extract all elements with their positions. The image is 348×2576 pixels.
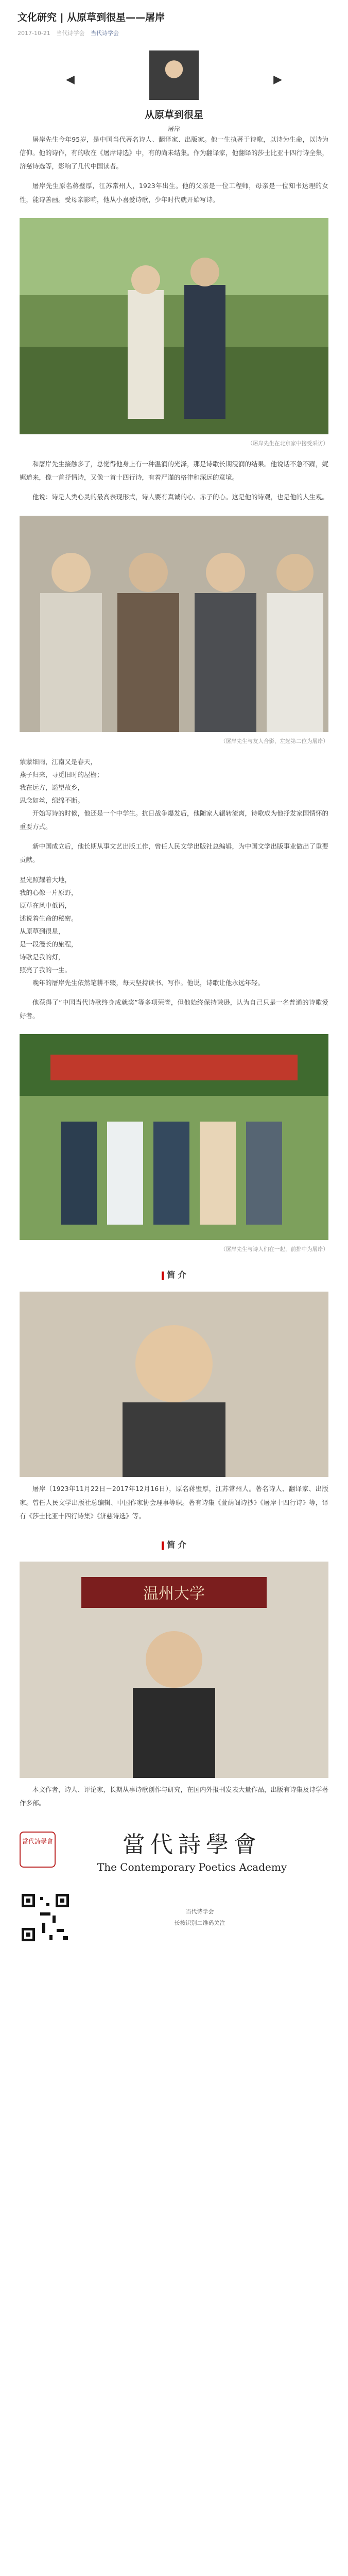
poem-line: 思念如丝，绵绵不断。 (20, 796, 84, 804)
poem-line: 从原草到很星， (20, 927, 65, 935)
paragraph: 开始写诗的时候，他还是一个中学生。抗日战争爆发后，他随家人辗转流离，诗歌成为他抒发家国情怀的重要方式。 (20, 809, 329, 831)
paragraph: 屠岸先生今年95岁，是中国当代著名诗人、翻译家、出版家。他一生执著于诗歌，以诗为生命，以诗为信仰。他的诗作，有的收在《屠岸诗选》中，有的尚未结集。作为翻译家，他翻译的莎士比亚十四行诗全集，济慈诗选等，影响了几代中国读者。 (20, 135, 329, 171)
poem-block (20, 873, 328, 976)
photo-caption: （屠岸先生与友人合影，左起第二位为屠岸） (220, 738, 328, 744)
banner (0, 50, 348, 133)
poem-line: 是一段漫长的旅程， (20, 940, 78, 948)
brand-block (56, 1826, 328, 1873)
article-header (0, 0, 348, 37)
poem-line: 述说着生命的秘密。 (20, 914, 78, 922)
article-title: 文化研究 | 从原草到很星——屠岸 (18, 12, 165, 23)
article-body (0, 133, 348, 1810)
paragraph: 和屠岸先生接触多了，总觉得他身上有一种温润的光泽，那是诗歌长期浸润的结果。他说话不急不躁，娓娓道来，像一首抒情诗，又像一首十四行诗，有着严谨的格律和深远的意境。 (20, 460, 329, 482)
author-portrait (149, 50, 199, 100)
section-bar-icon (162, 1272, 164, 1280)
photo-portrait-image (20, 1292, 328, 1477)
bio-text: 屠岸（1923年11月22日－2017年12月16日），原名蒋璧厚，江苏常州人。著名诗人、翻译家、出版家。曾任人民文学出版社总编辑、中国作家协会理事等职。著有诗集《萱荫阁诗抄》《屠岸十四行诗》等，译有《莎士比亚十四行诗集》《济慈诗选》等。 (20, 1485, 328, 1520)
qr-code-icon[interactable] (20, 1892, 71, 1943)
article-subtitle: 从原草到很星 (144, 109, 203, 121)
poem-line: 我在远方，遥望故乡， (20, 783, 84, 791)
qr-caption (71, 1906, 328, 1929)
paragraph: 屠岸先生原名蒋璧厚，江苏常州人，1923年出生。他的父亲是一位工程师，母亲是一位知书达理的女性，能诗善画。受母亲影响，他从小喜爱诗歌，少年时代就开始写诗。 (20, 182, 328, 204)
article-meta (18, 29, 330, 37)
section-title (20, 1268, 328, 1280)
publish-date: 2017-10-21 (18, 29, 50, 37)
account-link[interactable]: 当代诗学会 (90, 29, 119, 37)
paragraph: 他说：诗是人类心灵的最高表现形式，诗人要有真诚的心、赤子的心。这是他的诗观，也是他的人生观。 (32, 493, 329, 501)
paragraph: 晚年的屠岸先生依然笔耕不辍，每天坚持读书、写作。他说，诗歌让他永远年轻。 (32, 978, 265, 987)
photo-garden-image (20, 218, 328, 434)
poem-line: 原草在风中低语， (20, 901, 72, 909)
section-bar-icon (162, 1541, 164, 1550)
section-title (20, 1538, 328, 1550)
qr-caption-line: 长按识别二维码关注 (174, 1919, 225, 1926)
photo-label: 温州大学 (143, 1585, 205, 1603)
photo-speaker-image (20, 1562, 328, 1778)
poem-line: 蒙蒙细雨，江南又是春天， (20, 757, 97, 766)
photo-garden (20, 218, 328, 436)
photo-caption: （屠岸先生与诗人们在一起，前排中为屠岸） (220, 1246, 328, 1253)
photo-caption: （屠岸先生在北京家中接受采访） (247, 440, 328, 447)
poem-block (20, 755, 328, 807)
photo-group-image (20, 516, 328, 732)
brand-name-en: The Contemporary Poetics Academy (97, 1860, 287, 1873)
photo-group (20, 516, 328, 734)
arrow-left-icon: ◀ (66, 73, 75, 86)
photo-portrait (20, 1292, 328, 1479)
qr-section (0, 1873, 348, 1943)
qr-caption-line: 当代诗学会 (185, 1908, 214, 1915)
arrow-right-icon: ▶ (273, 73, 282, 86)
poem-line: 照亮了我的一生。 (20, 965, 72, 974)
bio-text: 本文作者，诗人、评论家，长期从事诗歌创作与研究，在国内外报刊发表大量作品，出版有诗集及诗学著作多部。 (20, 1786, 329, 1807)
brand-name-cn: 當代詩學會 (123, 1831, 262, 1858)
photo-speaker (20, 1562, 328, 1780)
footer-brand (0, 1826, 348, 1873)
photo-event (20, 1034, 328, 1242)
poem-line: 我的心像一片原野， (20, 888, 78, 896)
photo-event-image (20, 1034, 328, 1240)
poem-line: 诗歌是我的灯， (20, 953, 65, 961)
paragraph: 新中国成立后，他长期从事文艺出版工作，曾任人民文学出版社总编辑，为中国文学出版事业做出了重要贡献。 (20, 842, 329, 864)
paragraph: 他获得了“中国当代诗歌终身成就奖”等多项荣誉，但他始终保持谦逊，认为自己只是一名普通的诗歌爱好者。 (20, 998, 328, 1020)
poem-line: 燕子归来，寻觅旧时的屋檐； (20, 770, 103, 778)
article-author: 屠岸 (167, 125, 180, 132)
section-title-text: 简 介 (167, 1270, 186, 1280)
poem-line: 星光照耀着大地， (20, 875, 72, 884)
section-title-text: 简 介 (167, 1540, 186, 1550)
source-label: 当代诗学会 (56, 29, 85, 37)
academy-emblem-icon: 當代詩學會 (20, 1832, 56, 1868)
